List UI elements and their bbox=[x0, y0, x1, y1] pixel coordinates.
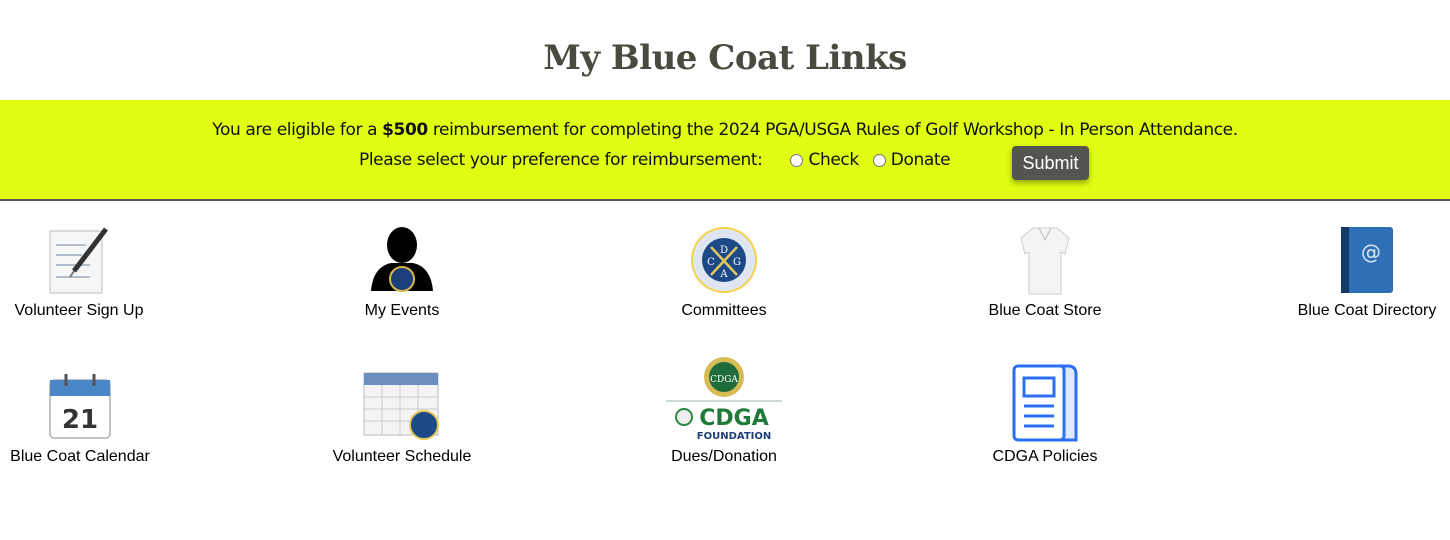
link-committees[interactable] bbox=[563, 222, 885, 320]
preference-prompt: Please select your preference for reimbursement: bbox=[359, 150, 763, 170]
svg-text:D: D bbox=[719, 245, 729, 256]
link-label: Blue Coat Store bbox=[988, 302, 1102, 319]
link-my-events[interactable] bbox=[241, 222, 563, 320]
link-blue-coat-store[interactable] bbox=[884, 222, 1206, 320]
calendar-icon bbox=[0, 368, 241, 444]
link-cdga-policies[interactable] bbox=[884, 362, 1206, 466]
address-book-icon bbox=[1206, 222, 1450, 298]
donate-label: Donate bbox=[890, 150, 951, 170]
link-blue-coat-calendar[interactable] bbox=[0, 368, 241, 466]
svg-text:C: C bbox=[707, 257, 715, 268]
reimbursement-banner bbox=[0, 100, 1450, 201]
amount: $500 bbox=[382, 120, 428, 140]
link-dues-donation[interactable] bbox=[563, 352, 885, 466]
foundation-name: CDGA bbox=[699, 406, 769, 431]
link-volunteer-sign-up[interactable] bbox=[0, 222, 240, 320]
link-label: Committees bbox=[681, 302, 767, 319]
svg-text:@: @ bbox=[1361, 240, 1381, 264]
submit-button[interactable]: Submit bbox=[1012, 146, 1089, 180]
link-blue-coat-directory[interactable] bbox=[1206, 222, 1450, 320]
foundation-sub: FOUNDATION bbox=[696, 431, 772, 442]
calendar-day-text: 21 bbox=[61, 405, 99, 435]
link-volunteer-schedule[interactable] bbox=[241, 368, 563, 466]
svg-text:A: A bbox=[720, 269, 728, 280]
link-label: Volunteer Schedule bbox=[332, 448, 472, 465]
link-label: My Events bbox=[364, 302, 440, 319]
blue-coats-board-seal-icon bbox=[563, 222, 885, 298]
signup-pen-icon bbox=[0, 222, 240, 298]
eligibility-message bbox=[0, 120, 1450, 140]
cdga-foundation-logo bbox=[563, 352, 885, 444]
message-text: reimbursement for completing the 2024 PGA/USGA Rules of Golf Workshop - In Person Attendance. bbox=[427, 120, 1238, 140]
polo-shirt-icon bbox=[884, 222, 1206, 298]
message-text: You are eligible for a bbox=[212, 120, 383, 140]
page-title: My Blue Coat Links bbox=[543, 38, 907, 78]
person-silhouette-icon bbox=[241, 222, 563, 298]
document-icon bbox=[884, 362, 1206, 444]
link-label: Blue Coat Calendar bbox=[10, 448, 150, 465]
check-radio[interactable] bbox=[790, 154, 803, 167]
link-label: CDGA Policies bbox=[992, 448, 1098, 465]
schedule-grid-icon bbox=[241, 368, 563, 444]
seal-text: CDGA bbox=[710, 375, 738, 385]
link-label: Dues/Donation bbox=[671, 448, 777, 465]
link-label: Volunteer Sign Up bbox=[14, 302, 144, 319]
donate-radio[interactable] bbox=[873, 154, 886, 167]
svg-text:G: G bbox=[733, 257, 741, 268]
link-label: Blue Coat Directory bbox=[1297, 302, 1437, 319]
check-label: Check bbox=[808, 150, 859, 170]
